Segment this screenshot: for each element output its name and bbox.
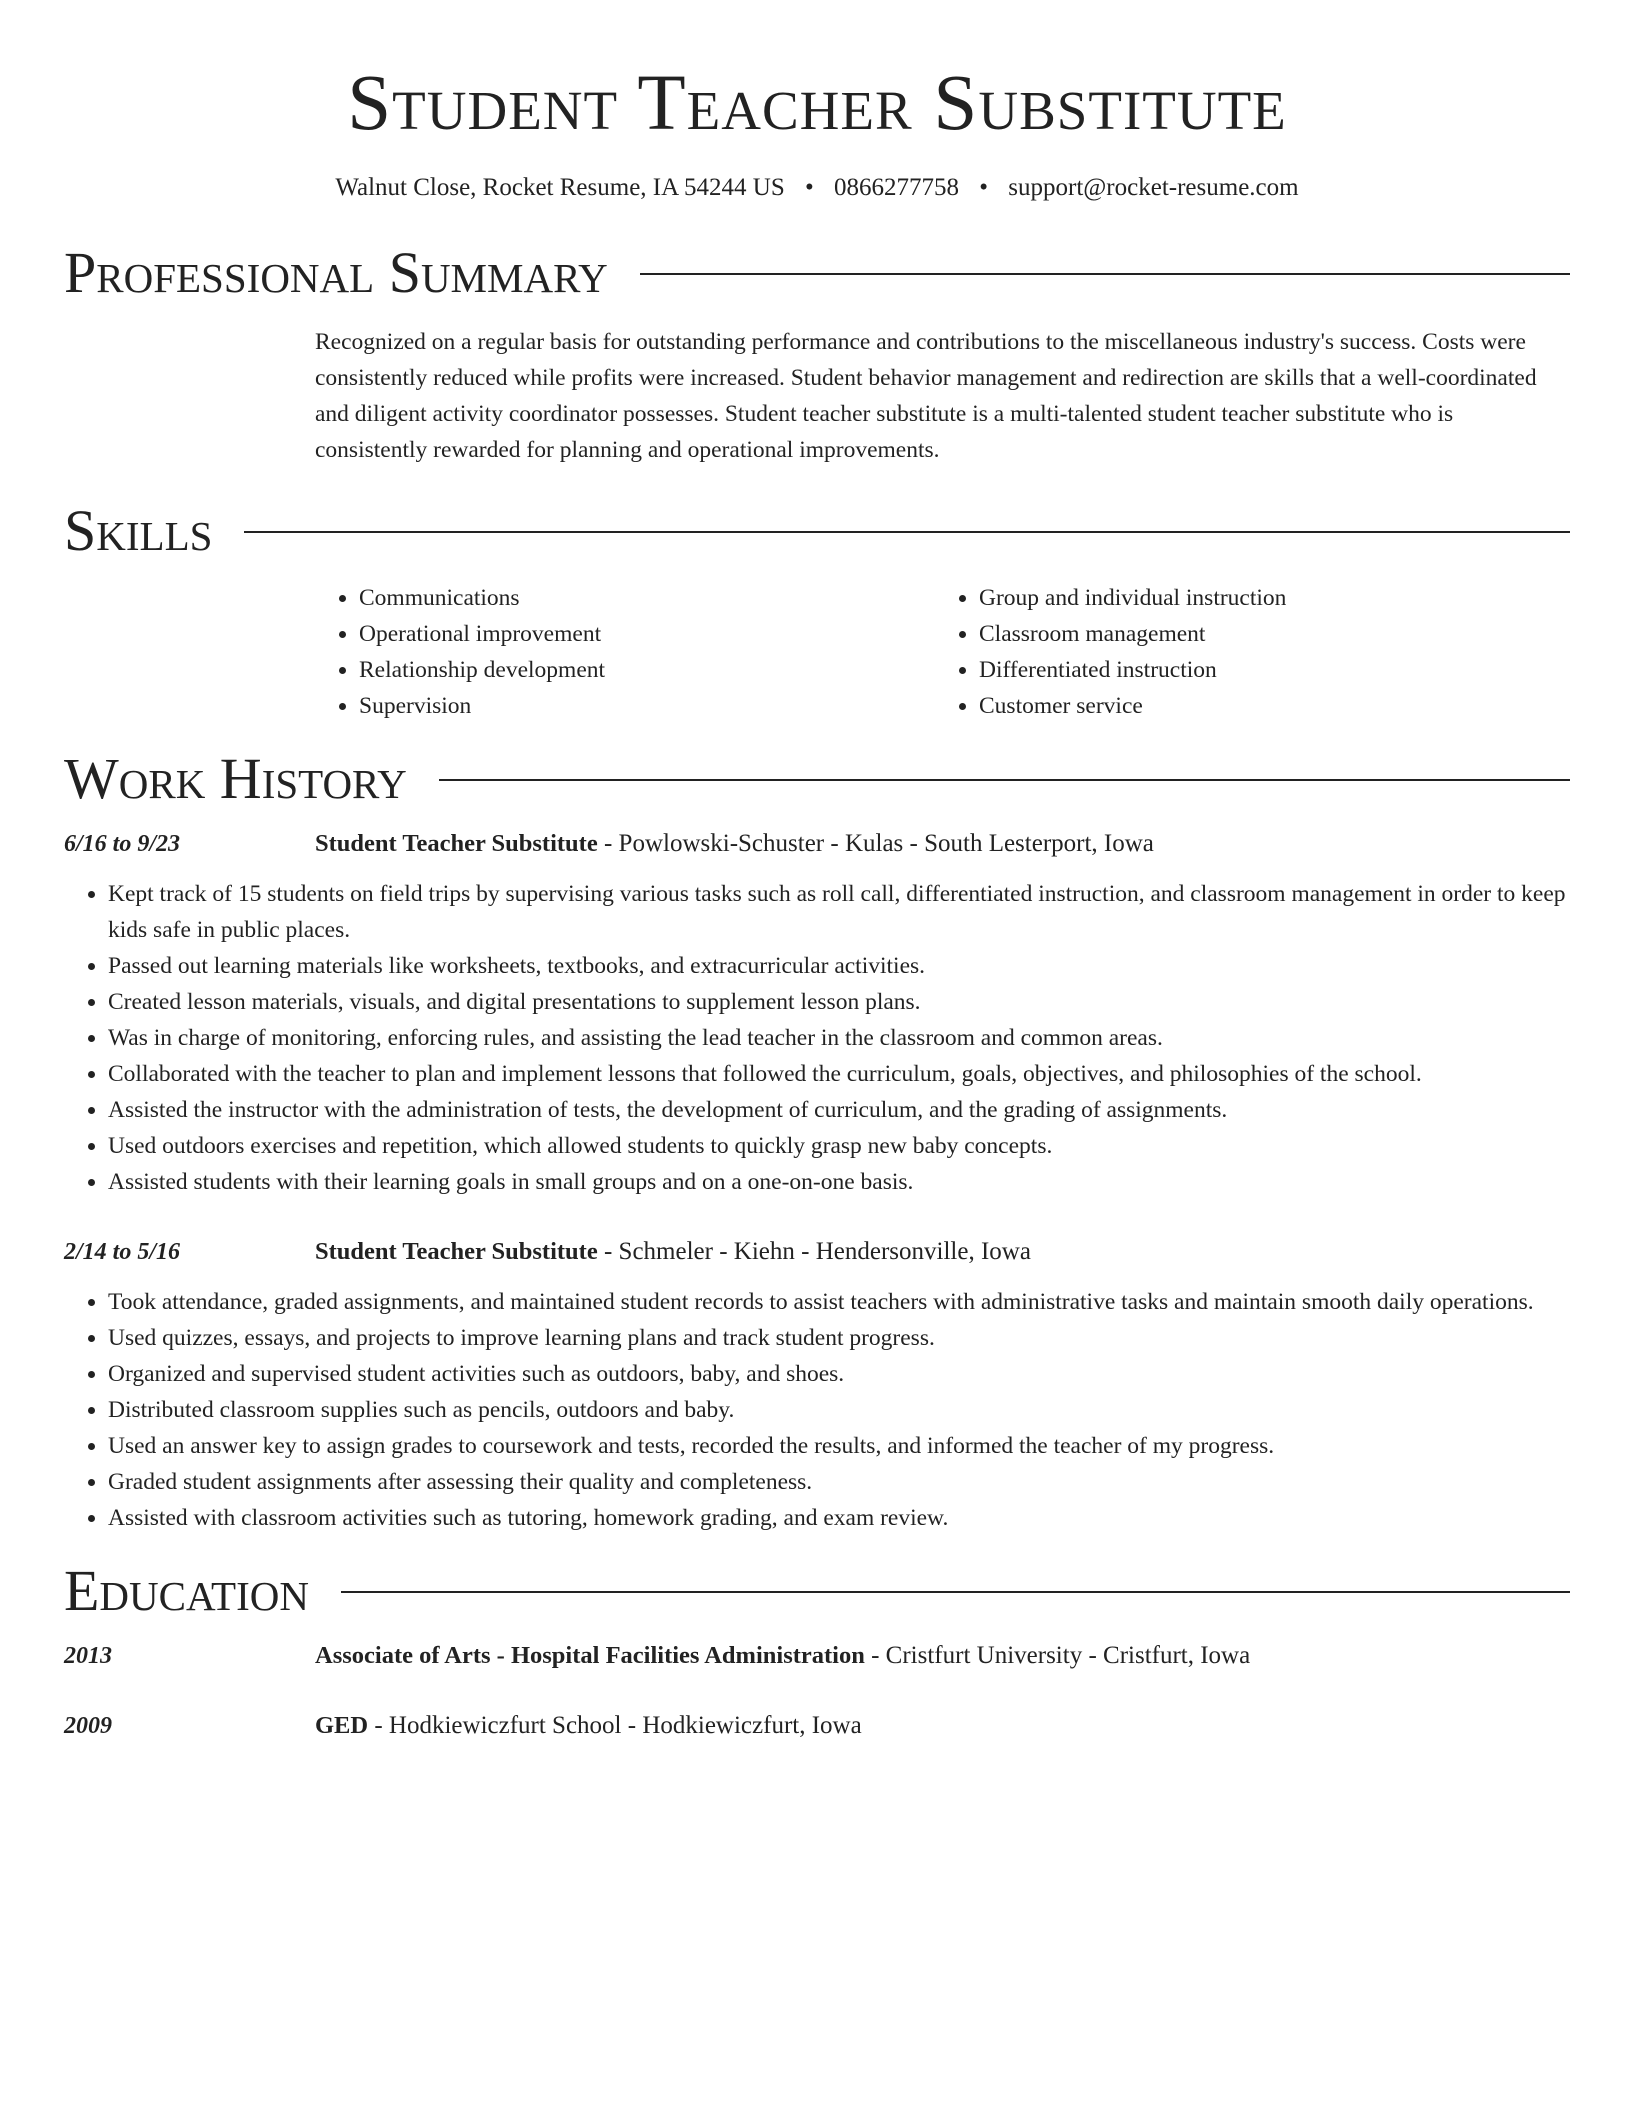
job-header (64, 1234, 1570, 1270)
phone: 0866277758 (834, 174, 960, 201)
summary-section-title: Professional Summary (64, 240, 608, 305)
job-info (315, 826, 1570, 862)
job-bullet: • Assisted students with their learning goals in small groups and on a one-on-one basis. (108, 1164, 1570, 1200)
section-divider (244, 531, 1570, 533)
skill-item: • Supervision (359, 688, 935, 724)
job-entry (64, 1234, 1570, 1536)
education-section-header (64, 1558, 1570, 1623)
education-degree: GED (315, 1712, 369, 1739)
job-bullet: • Was in charge of monitoring, enforcing rules, and assisting the lead teacher in the classroom and common areas. (108, 1020, 1570, 1056)
skill-item: • Operational improvement (359, 616, 935, 652)
education-info (315, 1638, 1570, 1674)
skills-column-left (315, 580, 935, 724)
job-bullet: • Collaborated with the teacher to plan and implement lessons that followed the curriculum, goals, objectives, and philosophies of the school. (108, 1056, 1570, 1092)
skills-section-header (64, 498, 1570, 563)
skill-item: • Relationship development (359, 652, 935, 688)
job-bullet: • Passed out learning materials like worksheets, textbooks, and extracurricular activities. (108, 948, 1570, 984)
job-bullet: • Assisted the instructor with the administration of tests, the development of curriculum, and the grading of assignments. (108, 1092, 1570, 1128)
summary-section-header (64, 240, 1570, 305)
job-bullet: • Assisted with classroom activities such as tutoring, homework grading, and exam review. (108, 1500, 1570, 1536)
work-section-header (64, 746, 1570, 811)
education-year: 2009 (64, 1713, 112, 1739)
education-info (315, 1708, 1570, 1744)
job-bullets (64, 1284, 1570, 1536)
job-bullet: • Took attendance, graded assignments, and maintained student records to assist teachers with administrative tasks and maintain smooth daily operations. (108, 1284, 1570, 1320)
skill-item: • Differentiated instruction (979, 652, 1555, 688)
job-info (315, 1234, 1570, 1270)
contact-line (64, 175, 1570, 200)
skills-column-right (935, 580, 1555, 724)
job-bullet: • Kept track of 15 students on field trips by supervising various tasks such as roll call, differentiated instruction, and classroom management in order to keep kids safe in public places. (108, 876, 1570, 948)
work-section-title: Work History (64, 746, 407, 811)
section-divider (341, 1591, 1570, 1593)
skill-item: • Group and individual instruction (979, 580, 1555, 616)
job-entry (64, 826, 1570, 1200)
education-school: - Hodkiewiczfurt School - Hodkiewiczfurt, Iowa (368, 1712, 862, 1739)
education-year: 2013 (64, 1643, 112, 1669)
job-employer: - Powlowski-Schuster - Kulas - South Lesterport, Iowa (597, 830, 1154, 857)
section-divider (439, 779, 1570, 781)
job-bullet: • Used outdoors exercises and repetition, which allowed students to quickly grasp new baby concepts. (108, 1128, 1570, 1164)
email: support@rocket-resume.com (1008, 174, 1299, 201)
summary-text: Recognized on a regular basis for outstanding performance and contributions to the miscellaneous industry's success. Costs were consistently reduced while profits were increased. Student behavior management and redirection are skills that a well-coordinated and diligent activity coordinator possesses. Student teacher substitute is a multi-talented student teacher substitute who is consistently rewarded for planning and operational improvements. (315, 329, 1537, 463)
skills-section-title: Skills (64, 498, 213, 563)
job-bullet: • Used an answer key to assign grades to coursework and tests, recorded the results, and informed the teacher of my progress. (108, 1428, 1570, 1464)
skill-item: • Classroom management (979, 616, 1555, 652)
address: Walnut Close, Rocket Resume, IA 54244 US (335, 174, 785, 201)
job-dates: 6/16 to 9/23 (64, 831, 181, 857)
job-dates: 2/14 to 5/16 (64, 1239, 181, 1265)
candidate-name: Student Teacher Substitute (347, 60, 1287, 147)
education-entry (64, 1708, 1570, 1744)
skills-list (315, 580, 1570, 724)
job-header (64, 826, 1570, 862)
education-entry (64, 1638, 1570, 1674)
job-bullet: • Graded student assignments after assessing their quality and completeness. (108, 1464, 1570, 1500)
education-section-title: Education (64, 1558, 309, 1623)
section-divider (640, 273, 1570, 275)
job-bullet: • Used quizzes, essays, and projects to improve learning plans and track student progress. (108, 1320, 1570, 1356)
job-title: Student Teacher Substitute (315, 830, 598, 857)
education-school: - Cristfurt University - Cristfurt, Iowa (864, 1642, 1251, 1669)
job-bullet: • Organized and supervised student activities such as outdoors, baby, and shoes. (108, 1356, 1570, 1392)
education-degree: Associate of Arts - Hospital Facilities Administration (315, 1642, 865, 1669)
contact-separator: • (979, 174, 989, 201)
job-employer: - Schmeler - Kiehn - Hendersonville, Iowa (597, 1238, 1031, 1265)
job-bullet: • Distributed classroom supplies such as pencils, outdoors and baby. (108, 1392, 1570, 1428)
contact-separator: • (805, 174, 814, 201)
job-title: Student Teacher Substitute (315, 1238, 598, 1265)
job-bullet: • Created lesson materials, visuals, and digital presentations to supplement lesson plans. (108, 984, 1570, 1020)
skill-item: • Customer service (979, 688, 1555, 724)
job-bullets (64, 876, 1570, 1200)
skill-item: • Communications (359, 580, 935, 616)
